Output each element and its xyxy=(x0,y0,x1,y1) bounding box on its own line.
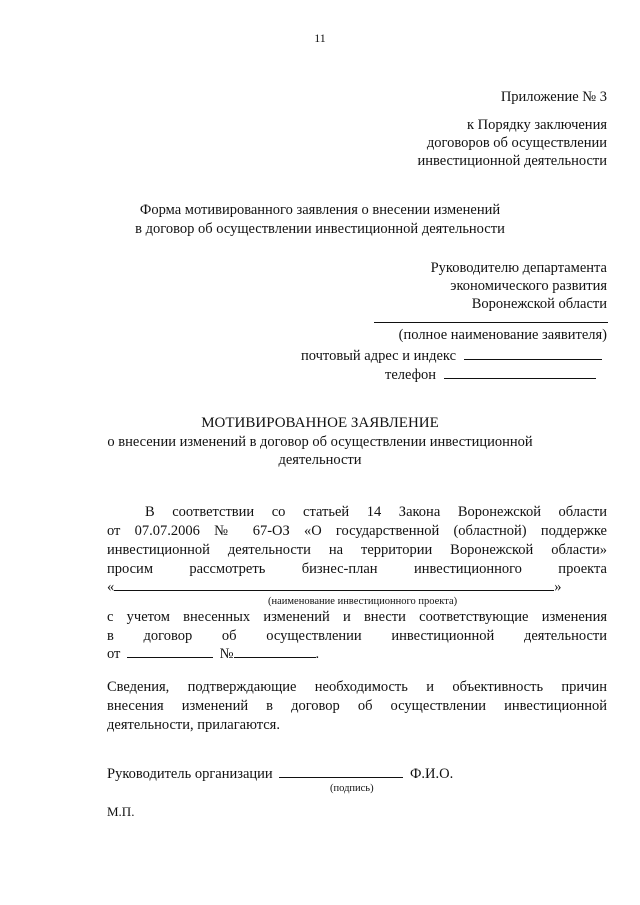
statement-title: МОТИВИРОВАННОЕ ЗАЯВЛЕНИЕ xyxy=(201,415,439,431)
phone-label: телефон xyxy=(385,367,437,383)
appendix-title: Приложение № 3 xyxy=(500,89,607,105)
contract-number-field[interactable] xyxy=(234,645,316,658)
stamp-label: М.П. xyxy=(107,804,135,819)
postal-address-label: почтовый адрес и индекс xyxy=(301,348,457,364)
period: . xyxy=(315,646,320,662)
from-label: от xyxy=(107,646,121,662)
signature-row xyxy=(107,765,453,783)
page-number: 11 xyxy=(314,31,326,45)
project-name-row xyxy=(107,578,562,596)
paragraph-line: просим рассмотреть бизнес-план инвестиционного проекта xyxy=(107,561,607,577)
project-name-field[interactable] xyxy=(114,578,554,591)
postal-address-field[interactable] xyxy=(464,347,602,360)
statement-subtitle: деятельности xyxy=(278,452,362,468)
postal-address-row xyxy=(301,347,602,365)
paragraph-line: В соответствии со статьей 14 Закона Воронежской области xyxy=(145,504,607,520)
appendix-line: договоров об осуществлении xyxy=(426,135,607,151)
number-label: № xyxy=(219,646,234,662)
addressee-line: экономического развития xyxy=(450,278,607,294)
signature-hint: (подпись) xyxy=(330,783,374,794)
form-title-line: в договор об осуществлении инвестиционной деятельности xyxy=(135,221,505,237)
appendix-line: к Порядку заключения xyxy=(466,117,607,133)
applicant-name-field[interactable] xyxy=(374,322,608,323)
contract-date-row xyxy=(107,645,319,663)
paragraph-line: деятельности, прилагаются. xyxy=(107,717,280,733)
fio-label: Ф.И.О. xyxy=(409,766,454,782)
applicant-name-hint: (полное наименование заявителя) xyxy=(398,327,607,343)
addressee-line: Руководителю департамента xyxy=(430,260,607,276)
paragraph-line: Сведения, подтверждающие необходимость и объективность причин xyxy=(107,679,607,695)
paragraph-line: внесения изменений в договор об осуществлении инвестиционной xyxy=(107,698,607,714)
form-title-line: Форма мотивированного заявления о внесении изменений xyxy=(139,202,501,218)
phone-field[interactable] xyxy=(444,366,596,379)
paragraph-line: с учетом внесенных изменений и внести соответствующие изменения xyxy=(107,609,607,625)
paragraph-line: от 07.07.2006 № 67-ОЗ «О государственной (областной) поддержке xyxy=(107,523,607,539)
paragraph-line: в договор об осуществлении инвестиционной деятельности xyxy=(107,628,607,644)
quote-close: » xyxy=(554,579,562,595)
signature-field[interactable] xyxy=(279,765,403,778)
head-label: Руководитель организации xyxy=(107,766,273,782)
addressee-line: Воронежской области xyxy=(471,296,607,312)
contract-date-field[interactable] xyxy=(127,645,213,658)
phone-row xyxy=(385,366,596,384)
statement-subtitle: о внесении изменений в договор об осуществлении инвестиционной xyxy=(107,434,533,450)
quote-open: « xyxy=(107,579,115,595)
paragraph-line: инвестиционной деятельности на территории Воронежской области» xyxy=(107,542,607,558)
project-name-hint: (наименование инвестиционного проекта) xyxy=(268,596,458,607)
appendix-line: инвестиционной деятельности xyxy=(417,153,607,169)
